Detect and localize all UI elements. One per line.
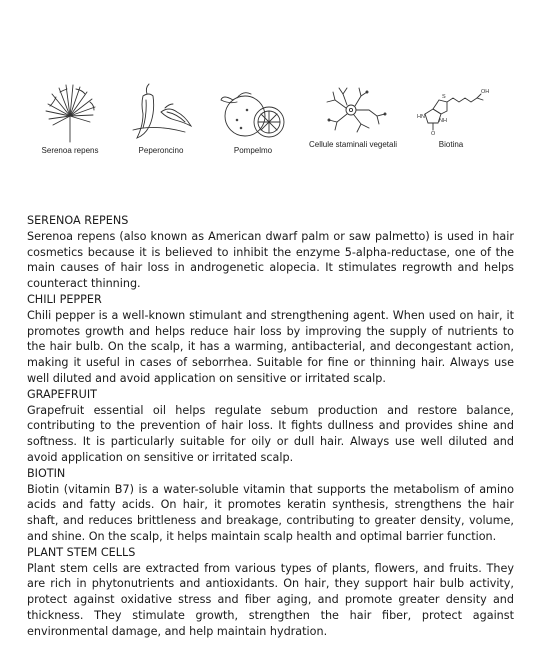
ingredient-grapefruit bbox=[205, 80, 301, 155]
ingredient-serenoa bbox=[22, 80, 118, 155]
ingredient-label: Cellule staminali vegetali bbox=[308, 140, 398, 149]
ingredient-biotin bbox=[403, 80, 499, 149]
ingredient-illustrations bbox=[0, 80, 533, 175]
palm-leaf-icon bbox=[40, 80, 100, 144]
grapefruit-icon bbox=[217, 80, 289, 144]
section-plant-stem-cells bbox=[27, 545, 514, 640]
section-body: Grapefruit essential oil helps regulate sebum production and restore balance, contributing to the prevention of hair loss. It fights dullness and provides shine and softness. It is particularly suitable for oily or dull hair. Always use well diluted and avoid application on sensitive or irritated scalp. bbox=[27, 403, 514, 464]
molecule-s-label: S bbox=[442, 94, 446, 100]
ingredient-label: Biotina bbox=[438, 140, 464, 149]
molecule-nh-label: NH bbox=[439, 118, 447, 124]
molecule-o-label: O bbox=[431, 131, 436, 137]
section-grapefruit bbox=[27, 387, 514, 466]
plant-stem-cell-icon bbox=[317, 80, 389, 138]
section-serenoa bbox=[27, 213, 514, 292]
section-heading: BIOTIN bbox=[27, 466, 66, 480]
chili-pepper-icon bbox=[125, 80, 197, 144]
section-heading: PLANT STEM CELLS bbox=[27, 545, 136, 559]
ingredient-label: Pompelmo bbox=[233, 146, 273, 155]
section-body: Chili pepper is a well-known stimulant and strengthening agent. When used on hair, it promotes growth and helps reduce hair loss by improving the supply of nutrients to the hair bulb. On the scalp, it has a warming, antibacterial, and decongestant action, making it useful in cases of seborrhea. Suitable for fine or thinning hair. Always use well diluted and avoid application on sensitive or irritated scalp. bbox=[27, 308, 514, 385]
molecule-hn-label: HN bbox=[417, 114, 425, 120]
biotin-molecule-icon bbox=[409, 80, 493, 138]
section-body: Biotin (vitamin B7) is a water-soluble vitamin that supports the metabolism of amino acids and fatty acids. On hair, it promotes keratin synthesis, strengthens the hair shaft, and reduces brittleness and breakage, contributing to greater density, volume, and shine. On the scalp, it helps maintain scalp health and optimal barrier function. bbox=[27, 482, 514, 543]
ingredient-descriptions bbox=[27, 213, 514, 640]
ingredient-label: Serenoa repens bbox=[41, 146, 99, 155]
section-body: Plant stem cells are extracted from various types of plants, flowers, and fruits. They are rich in phytonutrients and antioxidants. On hair, they support hair bulb activity, protect against oxidative stress and fiber aging, and promote greater density and thickness. They stimulate growth, strengthen the hair fiber, protect against environmental damage, and help maintain hydration. bbox=[27, 561, 514, 638]
molecule-oh-label: OH bbox=[481, 89, 490, 95]
ingredient-stem-cells bbox=[305, 80, 401, 149]
ingredient-chili bbox=[113, 80, 209, 155]
section-chili-pepper bbox=[27, 292, 514, 387]
section-heading: GRAPEFRUIT bbox=[27, 387, 97, 401]
section-biotin bbox=[27, 466, 514, 545]
ingredient-label: Peperoncino bbox=[138, 146, 184, 155]
section-heading: CHILI PEPPER bbox=[27, 292, 102, 306]
section-heading: SERENOA REPENS bbox=[27, 214, 129, 227]
section-body: Serenoa repens (also known as American dwarf palm or saw palmetto) is used in hair cosmetics because it is believed to inhibit the enzyme 5-alpha-reductase, one of the main causes of hair loss in androgenetic alopecia. It stimulates regrowth and helps counteract thinning. bbox=[27, 229, 514, 291]
